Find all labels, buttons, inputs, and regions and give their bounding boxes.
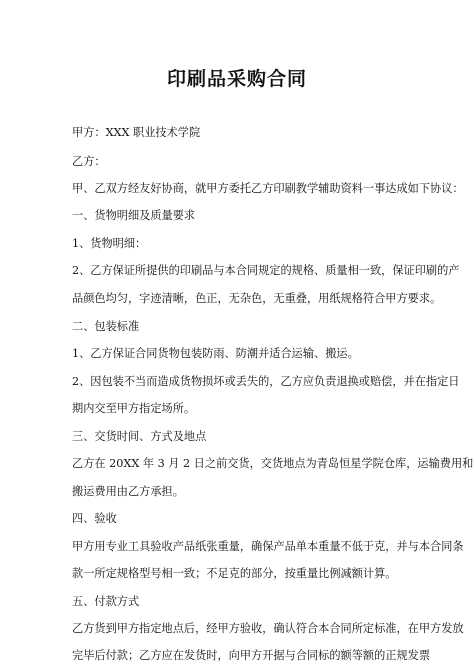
clause-3-line-1: 乙方在 20XX 年 3 月 2 日之前交货，交货地点为青岛恒星学院仓库，运输费用和 bbox=[72, 457, 474, 470]
party-b-line: 乙方： bbox=[72, 155, 106, 168]
agreement-intro: 甲、乙双方经友好协商，就甲方委托乙方印刷教学辅助资料一事达成如下协议： bbox=[72, 182, 464, 195]
clause-2-2-line-2: 期内交至甲方指定场所。 bbox=[72, 402, 196, 415]
clause-2-2-line-1: 2、因包装不当而造成货物损坏或丢失的，乙方应负责退换或赔偿，并在指定日 bbox=[72, 375, 460, 388]
section-5-heading: 五、付款方式 bbox=[72, 595, 140, 608]
party-a-line: 甲方：XXX 职业技术学院 bbox=[72, 126, 201, 139]
document-title: 印刷品采购合同 bbox=[166, 68, 307, 90]
clause-2-1: 1、乙方保证合同货物包装防雨、防潮并适合运输、搬运。 bbox=[72, 347, 359, 360]
clause-1-2-line-2: 品颜色均匀，字迹清晰，色正，无杂色，无重叠，用纸规格符合甲方要求。 bbox=[72, 292, 442, 305]
clause-4-line-1: 甲方用专业工具验收产品纸张重量，确保产品单本重量不低于克，并与本合同条 bbox=[72, 540, 464, 553]
clause-3-line-2: 搬运费用由乙方承担。 bbox=[72, 485, 184, 498]
section-2-heading: 二、包装标准 bbox=[72, 320, 140, 333]
clause-5-line-1: 乙方货到甲方指定地点后，经甲方验收，确认符合本合同所定标准，在甲方发放 bbox=[72, 622, 464, 635]
clause-4-line-2: 款一所定规格型号相一致；不足克的部分，按重量比例减额计算。 bbox=[72, 567, 397, 580]
clause-5-line-2: 完毕后付款；乙方应在发货时，向甲方开据与合同标的额等额的正规发票 bbox=[72, 649, 431, 662]
clause-1-2-line-1: 2、乙方保证所提供的印刷品与本合同规定的规格、质量相一致，保证印刷的产 bbox=[72, 264, 460, 277]
clause-1-1: 1、货物明细： bbox=[72, 237, 147, 250]
section-1-heading: 一、货物明细及质量要求 bbox=[72, 209, 196, 222]
section-4-heading: 四、验收 bbox=[72, 512, 117, 525]
section-3-heading: 三、交货时间、方式及地点 bbox=[72, 430, 207, 443]
